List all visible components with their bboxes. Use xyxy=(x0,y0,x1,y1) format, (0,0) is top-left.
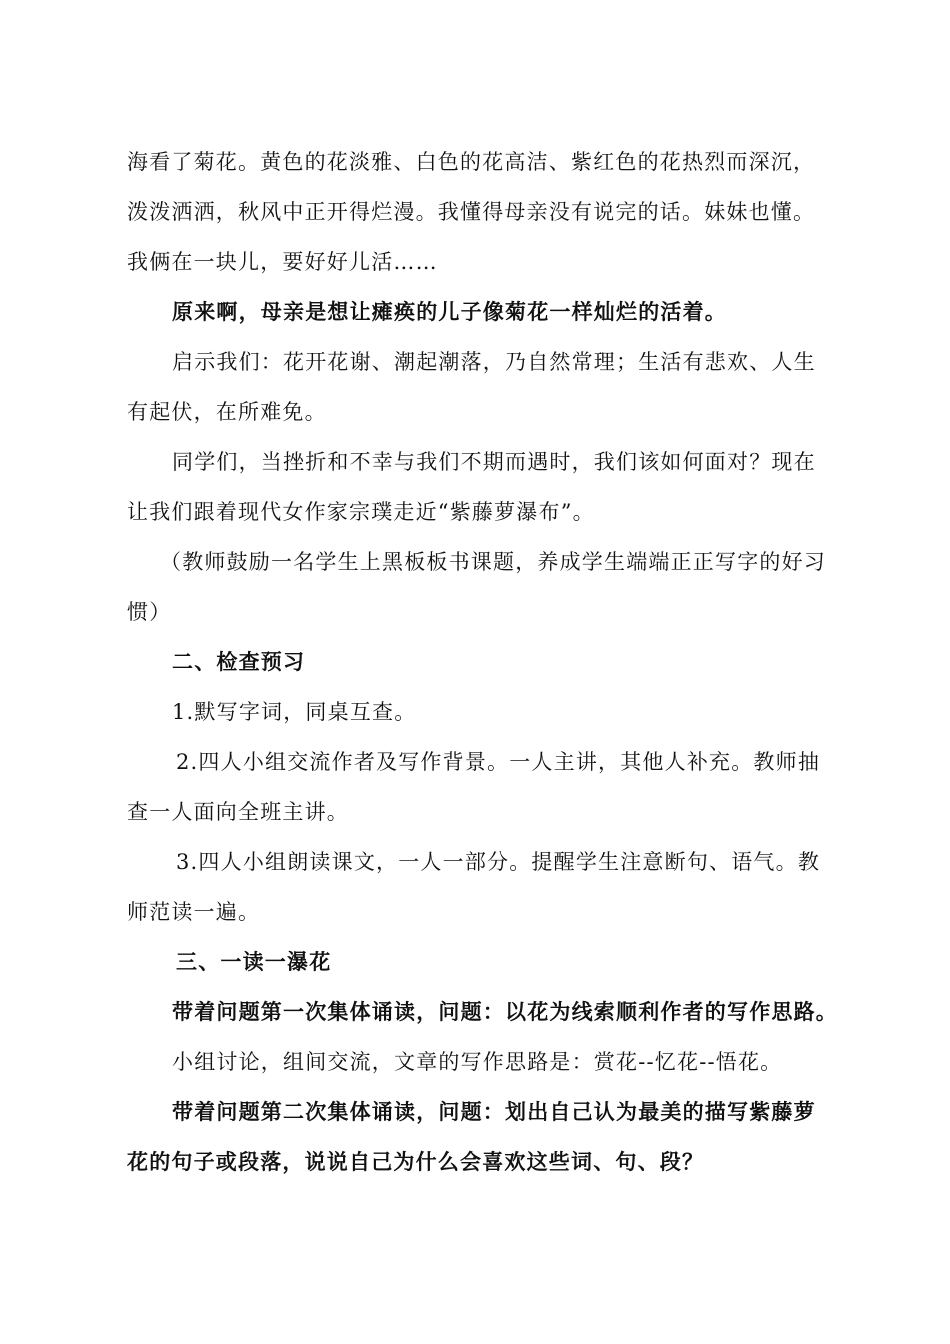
text-line: 1.默写字词，同桌互查。 xyxy=(172,700,417,724)
text-line: 花的句子或段落，说说自己为什么会喜欢这些词、句、段？ xyxy=(127,1149,705,1174)
text-line: 师范读一遍。 xyxy=(127,900,261,924)
text-line: 让我们跟着现代女作家宗璞走近“紫藤萝瀑布”。 xyxy=(127,500,595,524)
text-line: 小组讨论，组间交流，文章的写作思路是：赏花--忆花--悟花。 xyxy=(172,1050,783,1074)
text-line: 带着问题第二次集体诵读，问题：划出自己认为最美的描写紫藤萝 xyxy=(172,1099,816,1124)
text-line: 带着问题第一次集体诵读，问题：以花为线索顺利作者的写作思路。 xyxy=(172,999,838,1024)
text-line: 3.四人小组朗读课文，一人一部分。提醒学生注意断句、语气。教 xyxy=(176,850,821,874)
text-line: 海看了菊花。黄色的花淡雅、白色的花高洁、紫红色的花热烈而深沉， xyxy=(127,150,816,174)
text-line: （教师鼓励一名学生上黑板板书课题，养成学生端端正正写字的好习 xyxy=(160,550,826,574)
text-line: 启示我们：花开花谢、潮起潮落，乃自然常理；生活有悲欢、人生 xyxy=(172,350,816,374)
section-heading: 二、检查预习 xyxy=(172,649,306,674)
text-line: 泼泼洒洒，秋风中正开得烂漫。我懂得母亲没有说完的话。妹妹也懂。 xyxy=(127,200,816,224)
text-line: 惯） xyxy=(127,600,172,624)
text-line: 我俩在一块儿，要好好儿活…… xyxy=(127,250,438,274)
text-line: 原来啊，母亲是想让瘫痪的儿子像菊花一样灿烂的活着。 xyxy=(172,299,727,324)
text-line: 同学们，当挫折和不幸与我们不期而遇时，我们该如何面对？现在 xyxy=(172,450,816,474)
text-line: 2.四人小组交流作者及写作背景。一人主讲，其他人补充。教师抽 xyxy=(176,750,821,774)
section-heading: 三、一读一瀑花 xyxy=(176,949,332,974)
text-line: 查一人面向全班主讲。 xyxy=(127,800,349,824)
text-line: 有起伏，在所难免。 xyxy=(127,400,327,424)
